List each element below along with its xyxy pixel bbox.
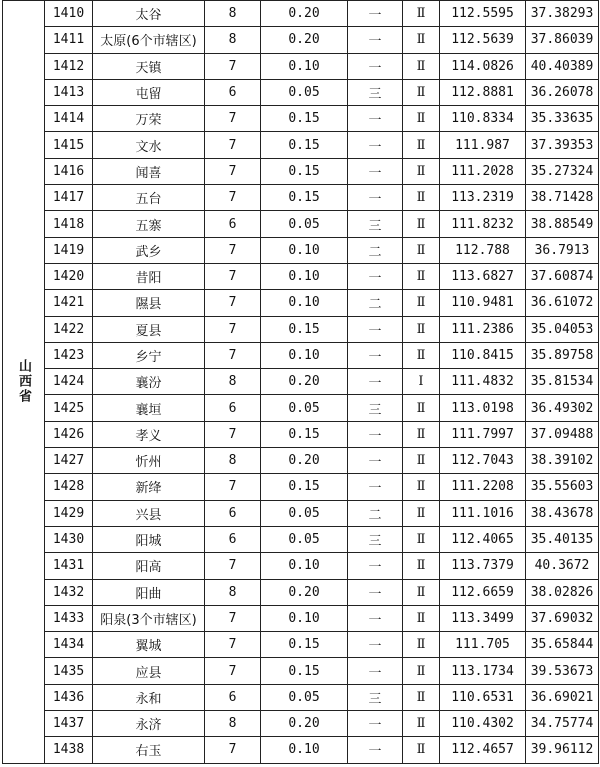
longitude-cell: 112.5639 bbox=[440, 27, 526, 53]
county-name-cell: 阳泉(3个市辖区) bbox=[93, 605, 205, 631]
longitude-cell: 113.0198 bbox=[440, 395, 526, 421]
latitude-cell: 35.81534 bbox=[526, 369, 599, 395]
site-class-cell: Ⅱ bbox=[403, 474, 440, 500]
table-row bbox=[3, 579, 599, 605]
design-group-cell: 一 bbox=[348, 342, 403, 368]
design-group-cell: 一 bbox=[348, 263, 403, 289]
row-id-cell: 1410 bbox=[45, 1, 93, 27]
intensity-cell: 6 bbox=[205, 526, 261, 552]
peak-acceleration-cell: 0.20 bbox=[261, 369, 348, 395]
intensity-cell: 7 bbox=[205, 316, 261, 342]
row-id-cell: 1433 bbox=[45, 605, 93, 631]
table-row bbox=[3, 342, 599, 368]
row-id-cell: 1432 bbox=[45, 579, 93, 605]
table-row bbox=[3, 106, 599, 132]
row-id-cell: 1425 bbox=[45, 395, 93, 421]
site-class-cell: Ⅰ bbox=[403, 369, 440, 395]
site-class-cell: Ⅱ bbox=[403, 27, 440, 53]
longitude-cell: 113.1734 bbox=[440, 658, 526, 684]
design-group-cell: 一 bbox=[348, 737, 403, 763]
latitude-cell: 37.69032 bbox=[526, 605, 599, 631]
county-name-cell: 忻州 bbox=[93, 448, 205, 474]
design-group-cell: 一 bbox=[348, 658, 403, 684]
county-name-cell: 武乡 bbox=[93, 237, 205, 263]
county-name-cell: 太原(6个市辖区) bbox=[93, 27, 205, 53]
table-row bbox=[3, 395, 599, 421]
table-row bbox=[3, 53, 599, 79]
longitude-cell: 110.8334 bbox=[440, 106, 526, 132]
longitude-cell: 113.6827 bbox=[440, 263, 526, 289]
table-row bbox=[3, 369, 599, 395]
county-name-cell: 屯留 bbox=[93, 79, 205, 105]
design-group-cell: 一 bbox=[348, 632, 403, 658]
row-id-cell: 1427 bbox=[45, 448, 93, 474]
row-id-cell: 1416 bbox=[45, 158, 93, 184]
longitude-cell: 113.7379 bbox=[440, 553, 526, 579]
intensity-cell: 6 bbox=[205, 500, 261, 526]
latitude-cell: 38.39102 bbox=[526, 448, 599, 474]
latitude-cell: 39.96112 bbox=[526, 737, 599, 763]
intensity-cell: 7 bbox=[205, 132, 261, 158]
site-class-cell: Ⅱ bbox=[403, 579, 440, 605]
county-name-cell: 翼城 bbox=[93, 632, 205, 658]
longitude-cell: 113.2319 bbox=[440, 185, 526, 211]
design-group-cell: 三 bbox=[348, 211, 403, 237]
longitude-cell: 113.3499 bbox=[440, 605, 526, 631]
row-id-cell: 1429 bbox=[45, 500, 93, 526]
intensity-cell: 8 bbox=[205, 1, 261, 27]
seismic-parameter-table bbox=[2, 0, 599, 764]
peak-acceleration-cell: 0.10 bbox=[261, 605, 348, 631]
design-group-cell: 一 bbox=[348, 553, 403, 579]
intensity-cell: 7 bbox=[205, 474, 261, 500]
longitude-cell: 112.5595 bbox=[440, 1, 526, 27]
table-row bbox=[3, 211, 599, 237]
county-name-cell: 新绛 bbox=[93, 474, 205, 500]
site-class-cell: Ⅱ bbox=[403, 1, 440, 27]
intensity-cell: 6 bbox=[205, 79, 261, 105]
row-id-cell: 1423 bbox=[45, 342, 93, 368]
latitude-cell: 38.88549 bbox=[526, 211, 599, 237]
intensity-cell: 7 bbox=[205, 658, 261, 684]
row-id-cell: 1412 bbox=[45, 53, 93, 79]
county-name-cell: 应县 bbox=[93, 658, 205, 684]
intensity-cell: 8 bbox=[205, 448, 261, 474]
peak-acceleration-cell: 0.05 bbox=[261, 395, 348, 421]
site-class-cell: Ⅱ bbox=[403, 211, 440, 237]
longitude-cell: 110.4302 bbox=[440, 711, 526, 737]
table-row bbox=[3, 290, 599, 316]
intensity-cell: 7 bbox=[205, 106, 261, 132]
peak-acceleration-cell: 0.20 bbox=[261, 711, 348, 737]
intensity-cell: 7 bbox=[205, 53, 261, 79]
site-class-cell: Ⅱ bbox=[403, 448, 440, 474]
site-class-cell: Ⅱ bbox=[403, 158, 440, 184]
design-group-cell: 三 bbox=[348, 684, 403, 710]
site-class-cell: Ⅱ bbox=[403, 290, 440, 316]
site-class-cell: Ⅱ bbox=[403, 553, 440, 579]
latitude-cell: 34.75774 bbox=[526, 711, 599, 737]
site-class-cell: Ⅱ bbox=[403, 263, 440, 289]
design-group-cell: 一 bbox=[348, 369, 403, 395]
peak-acceleration-cell: 0.10 bbox=[261, 342, 348, 368]
site-class-cell: Ⅱ bbox=[403, 53, 440, 79]
intensity-cell: 8 bbox=[205, 369, 261, 395]
county-name-cell: 襄垣 bbox=[93, 395, 205, 421]
intensity-cell: 7 bbox=[205, 737, 261, 763]
latitude-cell: 37.38293 bbox=[526, 1, 599, 27]
site-class-cell: Ⅱ bbox=[403, 316, 440, 342]
latitude-cell: 39.53673 bbox=[526, 658, 599, 684]
site-class-cell: Ⅱ bbox=[403, 526, 440, 552]
design-group-cell: 一 bbox=[348, 1, 403, 27]
row-id-cell: 1415 bbox=[45, 132, 93, 158]
peak-acceleration-cell: 0.15 bbox=[261, 185, 348, 211]
latitude-cell: 36.49302 bbox=[526, 395, 599, 421]
peak-acceleration-cell: 0.10 bbox=[261, 737, 348, 763]
design-group-cell: 一 bbox=[348, 579, 403, 605]
peak-acceleration-cell: 0.20 bbox=[261, 448, 348, 474]
row-id-cell: 1418 bbox=[45, 211, 93, 237]
county-name-cell: 阳高 bbox=[93, 553, 205, 579]
longitude-cell: 111.2028 bbox=[440, 158, 526, 184]
intensity-cell: 7 bbox=[205, 605, 261, 631]
intensity-cell: 7 bbox=[205, 421, 261, 447]
county-name-cell: 五寨 bbox=[93, 211, 205, 237]
row-id-cell: 1413 bbox=[45, 79, 93, 105]
latitude-cell: 36.69021 bbox=[526, 684, 599, 710]
county-name-cell: 永济 bbox=[93, 711, 205, 737]
site-class-cell: Ⅱ bbox=[403, 237, 440, 263]
longitude-cell: 112.8881 bbox=[440, 79, 526, 105]
latitude-cell: 35.55603 bbox=[526, 474, 599, 500]
longitude-cell: 111.2208 bbox=[440, 474, 526, 500]
row-id-cell: 1435 bbox=[45, 658, 93, 684]
latitude-cell: 36.7913 bbox=[526, 237, 599, 263]
table-row bbox=[3, 500, 599, 526]
latitude-cell: 40.40389 bbox=[526, 53, 599, 79]
row-id-cell: 1411 bbox=[45, 27, 93, 53]
latitude-cell: 38.43678 bbox=[526, 500, 599, 526]
county-name-cell: 襄汾 bbox=[93, 369, 205, 395]
intensity-cell: 7 bbox=[205, 632, 261, 658]
row-id-cell: 1417 bbox=[45, 185, 93, 211]
longitude-cell: 112.4065 bbox=[440, 526, 526, 552]
longitude-cell: 111.4832 bbox=[440, 369, 526, 395]
longitude-cell: 111.987 bbox=[440, 132, 526, 158]
longitude-cell: 110.9481 bbox=[440, 290, 526, 316]
table-row bbox=[3, 237, 599, 263]
site-class-cell: Ⅱ bbox=[403, 395, 440, 421]
longitude-cell: 111.1016 bbox=[440, 500, 526, 526]
site-class-cell: Ⅱ bbox=[403, 185, 440, 211]
table-row bbox=[3, 632, 599, 658]
site-class-cell: Ⅱ bbox=[403, 711, 440, 737]
design-group-cell: 一 bbox=[348, 106, 403, 132]
design-group-cell: 一 bbox=[348, 132, 403, 158]
design-group-cell: 三 bbox=[348, 395, 403, 421]
table-row bbox=[3, 421, 599, 447]
peak-acceleration-cell: 0.15 bbox=[261, 632, 348, 658]
peak-acceleration-cell: 0.05 bbox=[261, 500, 348, 526]
table-row bbox=[3, 737, 599, 763]
design-group-cell: 一 bbox=[348, 421, 403, 447]
site-class-cell: Ⅱ bbox=[403, 342, 440, 368]
row-id-cell: 1436 bbox=[45, 684, 93, 710]
table-row bbox=[3, 263, 599, 289]
latitude-cell: 38.71428 bbox=[526, 185, 599, 211]
table-row bbox=[3, 27, 599, 53]
peak-acceleration-cell: 0.05 bbox=[261, 684, 348, 710]
design-group-cell: 一 bbox=[348, 27, 403, 53]
longitude-cell: 112.4657 bbox=[440, 737, 526, 763]
table-row bbox=[3, 79, 599, 105]
site-class-cell: Ⅱ bbox=[403, 106, 440, 132]
province-label: 山西省 bbox=[3, 1, 45, 764]
intensity-cell: 7 bbox=[205, 158, 261, 184]
county-name-cell: 兴县 bbox=[93, 500, 205, 526]
site-class-cell: Ⅱ bbox=[403, 605, 440, 631]
intensity-cell: 6 bbox=[205, 684, 261, 710]
row-id-cell: 1419 bbox=[45, 237, 93, 263]
peak-acceleration-cell: 0.20 bbox=[261, 27, 348, 53]
longitude-cell: 111.705 bbox=[440, 632, 526, 658]
peak-acceleration-cell: 0.15 bbox=[261, 421, 348, 447]
latitude-cell: 35.27324 bbox=[526, 158, 599, 184]
county-name-cell: 五台 bbox=[93, 185, 205, 211]
peak-acceleration-cell: 0.15 bbox=[261, 474, 348, 500]
latitude-cell: 35.65844 bbox=[526, 632, 599, 658]
county-name-cell: 阳曲 bbox=[93, 579, 205, 605]
longitude-cell: 114.0826 bbox=[440, 53, 526, 79]
intensity-cell: 7 bbox=[205, 185, 261, 211]
longitude-cell: 111.8232 bbox=[440, 211, 526, 237]
longitude-cell: 110.6531 bbox=[440, 684, 526, 710]
design-group-cell: 一 bbox=[348, 448, 403, 474]
peak-acceleration-cell: 0.20 bbox=[261, 579, 348, 605]
table-row bbox=[3, 158, 599, 184]
table-row bbox=[3, 711, 599, 737]
design-group-cell: 一 bbox=[348, 605, 403, 631]
longitude-cell: 112.7043 bbox=[440, 448, 526, 474]
longitude-cell: 111.2386 bbox=[440, 316, 526, 342]
row-id-cell: 1426 bbox=[45, 421, 93, 447]
row-id-cell: 1430 bbox=[45, 526, 93, 552]
design-group-cell: 一 bbox=[348, 711, 403, 737]
intensity-cell: 6 bbox=[205, 211, 261, 237]
site-class-cell: Ⅱ bbox=[403, 737, 440, 763]
design-group-cell: 一 bbox=[348, 53, 403, 79]
table-row bbox=[3, 448, 599, 474]
latitude-cell: 35.89758 bbox=[526, 342, 599, 368]
peak-acceleration-cell: 0.05 bbox=[261, 211, 348, 237]
site-class-cell: Ⅱ bbox=[403, 658, 440, 684]
site-class-cell: Ⅱ bbox=[403, 632, 440, 658]
latitude-cell: 37.86039 bbox=[526, 27, 599, 53]
county-name-cell: 万荣 bbox=[93, 106, 205, 132]
design-group-cell: 三 bbox=[348, 526, 403, 552]
longitude-cell: 110.8415 bbox=[440, 342, 526, 368]
design-group-cell: 二 bbox=[348, 500, 403, 526]
peak-acceleration-cell: 0.05 bbox=[261, 526, 348, 552]
intensity-cell: 8 bbox=[205, 579, 261, 605]
peak-acceleration-cell: 0.15 bbox=[261, 132, 348, 158]
design-group-cell: 一 bbox=[348, 158, 403, 184]
county-name-cell: 孝义 bbox=[93, 421, 205, 447]
table-row bbox=[3, 1, 599, 27]
latitude-cell: 35.04053 bbox=[526, 316, 599, 342]
table-row bbox=[3, 526, 599, 552]
peak-acceleration-cell: 0.15 bbox=[261, 158, 348, 184]
county-name-cell: 闻喜 bbox=[93, 158, 205, 184]
row-id-cell: 1414 bbox=[45, 106, 93, 132]
peak-acceleration-cell: 0.05 bbox=[261, 79, 348, 105]
latitude-cell: 35.40135 bbox=[526, 526, 599, 552]
table-row bbox=[3, 605, 599, 631]
table-row bbox=[3, 553, 599, 579]
longitude-cell: 111.7997 bbox=[440, 421, 526, 447]
design-group-cell: 三 bbox=[348, 79, 403, 105]
peak-acceleration-cell: 0.10 bbox=[261, 237, 348, 263]
county-name-cell: 永和 bbox=[93, 684, 205, 710]
latitude-cell: 37.60874 bbox=[526, 263, 599, 289]
intensity-cell: 7 bbox=[205, 290, 261, 316]
county-name-cell: 隰县 bbox=[93, 290, 205, 316]
county-name-cell: 乡宁 bbox=[93, 342, 205, 368]
peak-acceleration-cell: 0.10 bbox=[261, 53, 348, 79]
row-id-cell: 1424 bbox=[45, 369, 93, 395]
peak-acceleration-cell: 0.10 bbox=[261, 553, 348, 579]
table-row bbox=[3, 185, 599, 211]
table-row bbox=[3, 658, 599, 684]
county-name-cell: 昔阳 bbox=[93, 263, 205, 289]
site-class-cell: Ⅱ bbox=[403, 684, 440, 710]
table-row bbox=[3, 474, 599, 500]
latitude-cell: 36.61072 bbox=[526, 290, 599, 316]
latitude-cell: 35.33635 bbox=[526, 106, 599, 132]
peak-acceleration-cell: 0.10 bbox=[261, 263, 348, 289]
latitude-cell: 38.02826 bbox=[526, 579, 599, 605]
peak-acceleration-cell: 0.15 bbox=[261, 658, 348, 684]
longitude-cell: 112.6659 bbox=[440, 579, 526, 605]
table-row bbox=[3, 132, 599, 158]
intensity-cell: 8 bbox=[205, 711, 261, 737]
county-name-cell: 夏县 bbox=[93, 316, 205, 342]
peak-acceleration-cell: 0.10 bbox=[261, 290, 348, 316]
table-row bbox=[3, 316, 599, 342]
row-id-cell: 1428 bbox=[45, 474, 93, 500]
peak-acceleration-cell: 0.15 bbox=[261, 316, 348, 342]
row-id-cell: 1437 bbox=[45, 711, 93, 737]
county-name-cell: 阳城 bbox=[93, 526, 205, 552]
latitude-cell: 36.26078 bbox=[526, 79, 599, 105]
county-name-cell: 太谷 bbox=[93, 1, 205, 27]
longitude-cell: 112.788 bbox=[440, 237, 526, 263]
peak-acceleration-cell: 0.20 bbox=[261, 1, 348, 27]
latitude-cell: 37.39353 bbox=[526, 132, 599, 158]
row-id-cell: 1438 bbox=[45, 737, 93, 763]
design-group-cell: 一 bbox=[348, 316, 403, 342]
county-name-cell: 文水 bbox=[93, 132, 205, 158]
latitude-cell: 40.3672 bbox=[526, 553, 599, 579]
site-class-cell: Ⅱ bbox=[403, 421, 440, 447]
row-id-cell: 1431 bbox=[45, 553, 93, 579]
county-name-cell: 右玉 bbox=[93, 737, 205, 763]
design-group-cell: 二 bbox=[348, 237, 403, 263]
site-class-cell: Ⅱ bbox=[403, 500, 440, 526]
row-id-cell: 1421 bbox=[45, 290, 93, 316]
intensity-cell: 6 bbox=[205, 395, 261, 421]
row-id-cell: 1434 bbox=[45, 632, 93, 658]
site-class-cell: Ⅱ bbox=[403, 132, 440, 158]
intensity-cell: 7 bbox=[205, 553, 261, 579]
design-group-cell: 二 bbox=[348, 290, 403, 316]
design-group-cell: 一 bbox=[348, 474, 403, 500]
intensity-cell: 7 bbox=[205, 342, 261, 368]
table-body bbox=[3, 1, 599, 764]
peak-acceleration-cell: 0.15 bbox=[261, 106, 348, 132]
latitude-cell: 37.09488 bbox=[526, 421, 599, 447]
intensity-cell: 7 bbox=[205, 263, 261, 289]
row-id-cell: 1422 bbox=[45, 316, 93, 342]
intensity-cell: 7 bbox=[205, 237, 261, 263]
site-class-cell: Ⅱ bbox=[403, 79, 440, 105]
design-group-cell: 一 bbox=[348, 185, 403, 211]
intensity-cell: 8 bbox=[205, 27, 261, 53]
county-name-cell: 天镇 bbox=[93, 53, 205, 79]
table-row bbox=[3, 684, 599, 710]
row-id-cell: 1420 bbox=[45, 263, 93, 289]
